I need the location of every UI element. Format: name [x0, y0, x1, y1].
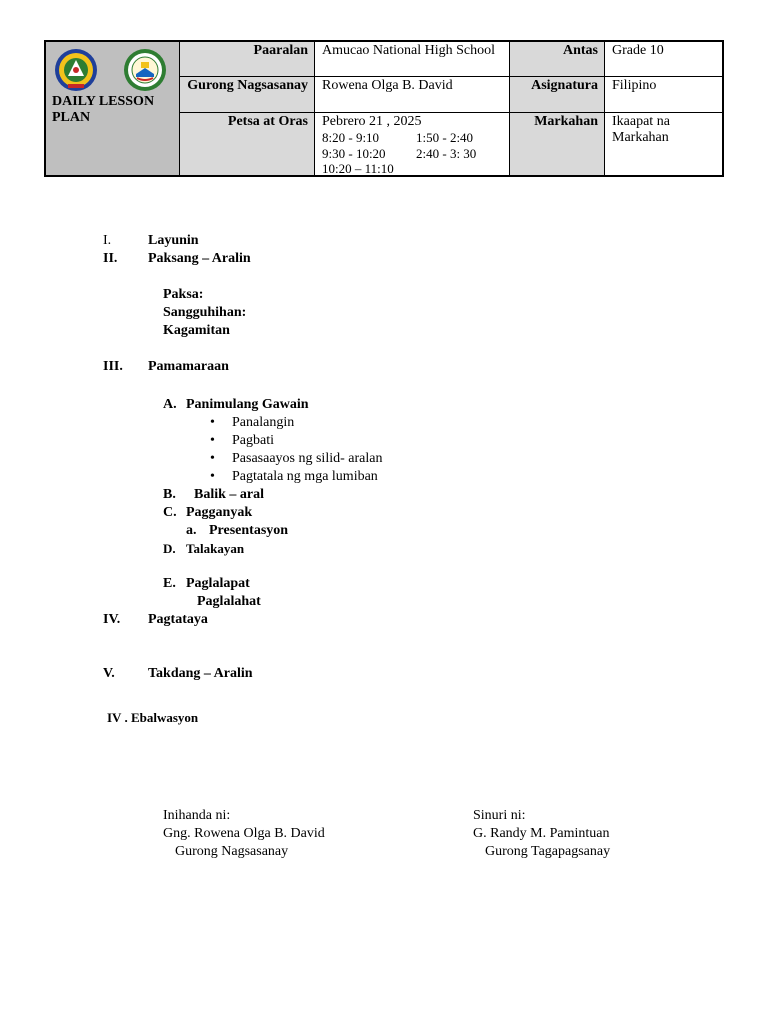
- deped-seal-logo: [123, 48, 167, 92]
- gurong-label: Gurong Nagsasanay: [180, 77, 314, 112]
- bullet-item: • Pagtatala ng mga lumiban: [232, 469, 378, 485]
- asignatura-value: Filipino: [605, 77, 722, 112]
- prepared-by-name: Gng. Rowena Olga B. David: [163, 826, 325, 841]
- checked-by-heading: Sinuri ni:: [473, 808, 526, 823]
- item-e-letter: E.: [163, 576, 176, 591]
- logo-cell: [46, 42, 180, 175]
- bullet-item: • Pasasaayos ng silid- aralan: [232, 451, 382, 467]
- checked-by-name: G. Randy M. Pamintuan: [473, 826, 610, 841]
- gurong-value: Rowena Olga B. David: [315, 77, 509, 112]
- paaralan-value: Amucao National High School: [315, 42, 509, 76]
- section-4-label: Pagtataya: [148, 612, 208, 627]
- markahan-label: Markahan: [510, 113, 604, 175]
- section-2-number: II.: [103, 251, 118, 266]
- item-b-label: Balik – aral: [194, 487, 265, 502]
- section-1-label: Layunin: [148, 233, 199, 248]
- paaralan-label: Paaralan: [180, 42, 314, 76]
- item-c-sub-letter: a.: [186, 523, 197, 538]
- time-row: 9:30 - 10:20 2:40 - 3: 30: [322, 145, 477, 161]
- item-d-label: Talakayan: [186, 541, 245, 556]
- prepared-by-role: Gurong Nagsasanay: [175, 844, 289, 859]
- antas-label: Antas: [510, 42, 604, 76]
- time-row: 10:20 – 11:10: [322, 161, 394, 176]
- daily-lesson-plan-title: DAILY LESSON PLAN: [52, 94, 155, 125]
- petsa-date: Pebrero 21 , 2025: [322, 114, 422, 129]
- item-a-letter: A.: [163, 397, 177, 412]
- bullet-item: • Panalangin: [232, 415, 294, 431]
- prepared-by-heading: Inihanda ni:: [163, 808, 231, 823]
- petsa-label: Petsa at Oras: [180, 113, 314, 175]
- item-a-label: Panimulang Gawain: [186, 397, 309, 412]
- kagamitan-label: Kagamitan: [163, 323, 230, 338]
- bullet-item: • Pagbati: [232, 433, 274, 449]
- antas-value: Grade 10: [605, 42, 722, 76]
- section-2-label: Paksang – Aralin: [148, 251, 251, 266]
- markahan-value: Ikaapat na Markahan: [605, 113, 722, 175]
- school-seal-logo: [54, 48, 98, 92]
- section-5-label: Takdang – Aralin: [148, 666, 253, 681]
- paksa-label: Paksa:: [163, 287, 204, 302]
- item-c-sub-label: Presentasyon: [209, 523, 289, 538]
- item-e-sub-label: Paglalahat: [197, 594, 261, 609]
- schedule-times: [322, 130, 503, 177]
- item-e-label: Paglalapat: [186, 576, 250, 591]
- checked-by-role: Gurong Tagapagsanay: [485, 844, 611, 859]
- section-1-number: I.: [103, 233, 112, 248]
- ebalwasyon-heading: IV . Ebalwasyon: [107, 710, 199, 725]
- item-d-letter: D.: [163, 541, 176, 556]
- item-b-letter: B.: [163, 487, 176, 502]
- lesson-plan-header-table: [44, 40, 724, 177]
- sangguhihan-label: Sangguhihan:: [163, 305, 247, 320]
- section-3-number: III.: [103, 359, 123, 374]
- item-c-label: Pagganyak: [186, 505, 253, 520]
- petsa-value: [315, 113, 509, 175]
- time-row: 8:20 - 9:10 1:50 - 2:40: [322, 130, 474, 145]
- section-3-label: Pamamaraan: [148, 359, 229, 374]
- section-5-number: V.: [103, 666, 115, 681]
- asignatura-label: Asignatura: [510, 77, 604, 112]
- item-c-letter: C.: [163, 505, 177, 520]
- section-4-number: IV.: [103, 612, 121, 627]
